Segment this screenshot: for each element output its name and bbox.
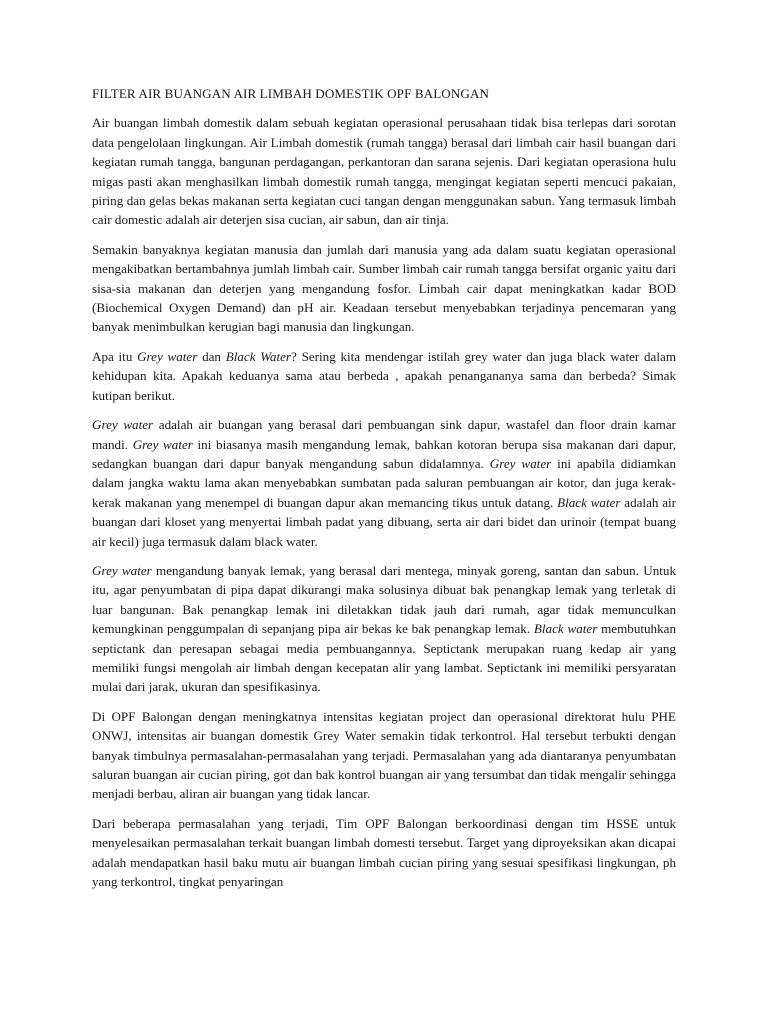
text-run: Apa itu [92, 348, 138, 364]
italic-term: Black water [533, 621, 598, 637]
document-title: FILTER AIR BUANGAN AIR LIMBAH DOMESTIK OPF BALONGAN [92, 86, 490, 101]
text-run: membutuhkan septictank dan peresapan sebagai media pembuangannya. Septictank merupakan ruang kedap air yang memiliki fungsi mengolah air limbah dengan kecepatan alir yang lambat. Septictank ini memiliki persyaratan mulai dari jarak, ukuran dan spesifikasinya. [92, 621, 677, 695]
paragraph-list [92, 113, 676, 891]
paragraph [92, 113, 676, 229]
text-run: mengandung banyak lemak, yang berasal dari mentega, minyak goreng, santan dan sabun. Untuk itu, agar penyumbatan di pipa dapat dikurangi maka solusinya dibuat bak penangkap lemak yang terletak di luar bangunan. Bak penangkap lemak ini diletakkan tidak jauh dari rumah, agar tidak memunculkan kemungkinan penggumpalan di sepanjang pipa air bekas ke bak penangkap lemak. [92, 562, 676, 637]
text-run: ini biasanya masih mengandung lemak, bahkan kotoran berupa sisa makanan dari dapur, sedangkan buangan dari dapur banyak mengandung sabun didalamnya. [92, 436, 676, 471]
text-run: adalah air buangan yang berasal dari pembuangan sink dapur, wastafel dan floor drain kamar mandi. [92, 417, 676, 452]
text-run: Air buangan limbah domestik dalam sebuah kegiatan operasional perusahaan tidak bisa terlepas dari sorotan data pengelolaan lingkungan. Air Limbah domestik (rumah tangga) berasal dari limbah cair hasil buangan dari kegiatan rumah tangga, bangunan perdagangan, perkantoran dan sarana sejenis. Dari kegiatan operasiona hulu migas pasti akan menghasilkan limbah domestik rumah tangga, mengingat kegiatan seperti mencuci pakaian, piring dan gelas bekas makanan serta kegiatan cuci tangan dengan menggunakan sabun. Yang termasuk limbah cair domestic adalah air deterjen sisa cucian, air sabun, dan air tinja. [92, 115, 676, 228]
italic-term: Grey water [137, 348, 198, 364]
paragraph [92, 561, 676, 697]
document-body [92, 84, 676, 901]
italic-term: Black water [557, 494, 621, 510]
text-run: dan [197, 348, 226, 364]
paragraph [92, 707, 676, 804]
italic-term: Grey water [132, 436, 193, 452]
text-run: Dari beberapa permasalahan yang terjadi, Tim OPF Balongan berkoordinasi dengan tim HSSE untuk menyelesaikan permasalahan terkait buangan limbah domesti tersebut. Target yang diproyeksikan akan dicapai adalah mendapatkan hasil baku mutu air buangan limbah cucian piring yang sesuai spesifikasi lingkungan, ph yang terkontrol, tingkat penyaringan [92, 815, 676, 890]
paragraph [92, 814, 676, 892]
text-run: adalah air buangan dari kloset yang menyertai limbah padat yang dibuang, serta air dari bidet dan urinoir (tempat buang air kecil) juga termasuk dalam black water. [92, 494, 677, 549]
italic-term: Grey water [92, 417, 154, 433]
italic-term: Black Water [225, 348, 292, 364]
text-run: Semakin banyaknya kegiatan manusia dan jumlah dari manusia yang ada dalam suatu kegiatan operasional mengakibatkan bertambahnya jumlah limbah cair. Sumber limbah cair rumah tangga bersifat organic yaitu dari sisa-sia makanan dan deterjen yang mengandung fosfor. Limbah cair dapat meningkatkan kadar BOD (Biochemical Oxygen Demand) dan pH air. Keadaan tersebut menyebabkan terjadinya pencemaran yang banyak menimbulkan kerugian bagi manusia dan lingkungan. [92, 241, 676, 335]
text-run: ini apabila didiamkan dalam jangka waktu lama akan menyebabkan sumbatan pada saluran pembuangan air kotor, dan juga kerak-kerak makanan yang menempel di buangan dapur akan memancing tikus untuk datang. [92, 455, 676, 510]
text-run: ? Sering kita mendengar istilah grey water dan juga black water dalam kehidupan kita. Apakah keduanya sama atau berbeda , apakah penangananya sama dan berbeda? Simak kutipan berikut. [92, 348, 677, 403]
text-run: Di OPF Balongan dengan meningkatnya intensitas kegiatan project dan operasional direktorat hulu PHE ONWJ, intensitas air buangan domestik Grey Water semakin tidak terkontrol. Hal tersebut terbukti dengan banyak timbulnya permasalahan-permasalahan yang terjadi. Permasalahan yang ada diantaranya penyumbatan saluran buangan air cucian piring, got dan bak kontrol buangan air yang tersumbat dan tidak mengalir sehingga menjadi berbau, aliran air buangan yang tidak lancar. [92, 708, 676, 802]
paragraph [92, 240, 676, 337]
italic-term: Grey water [92, 562, 152, 578]
italic-term: Grey water [489, 455, 552, 471]
paragraph [92, 347, 676, 405]
paragraph [92, 415, 676, 551]
